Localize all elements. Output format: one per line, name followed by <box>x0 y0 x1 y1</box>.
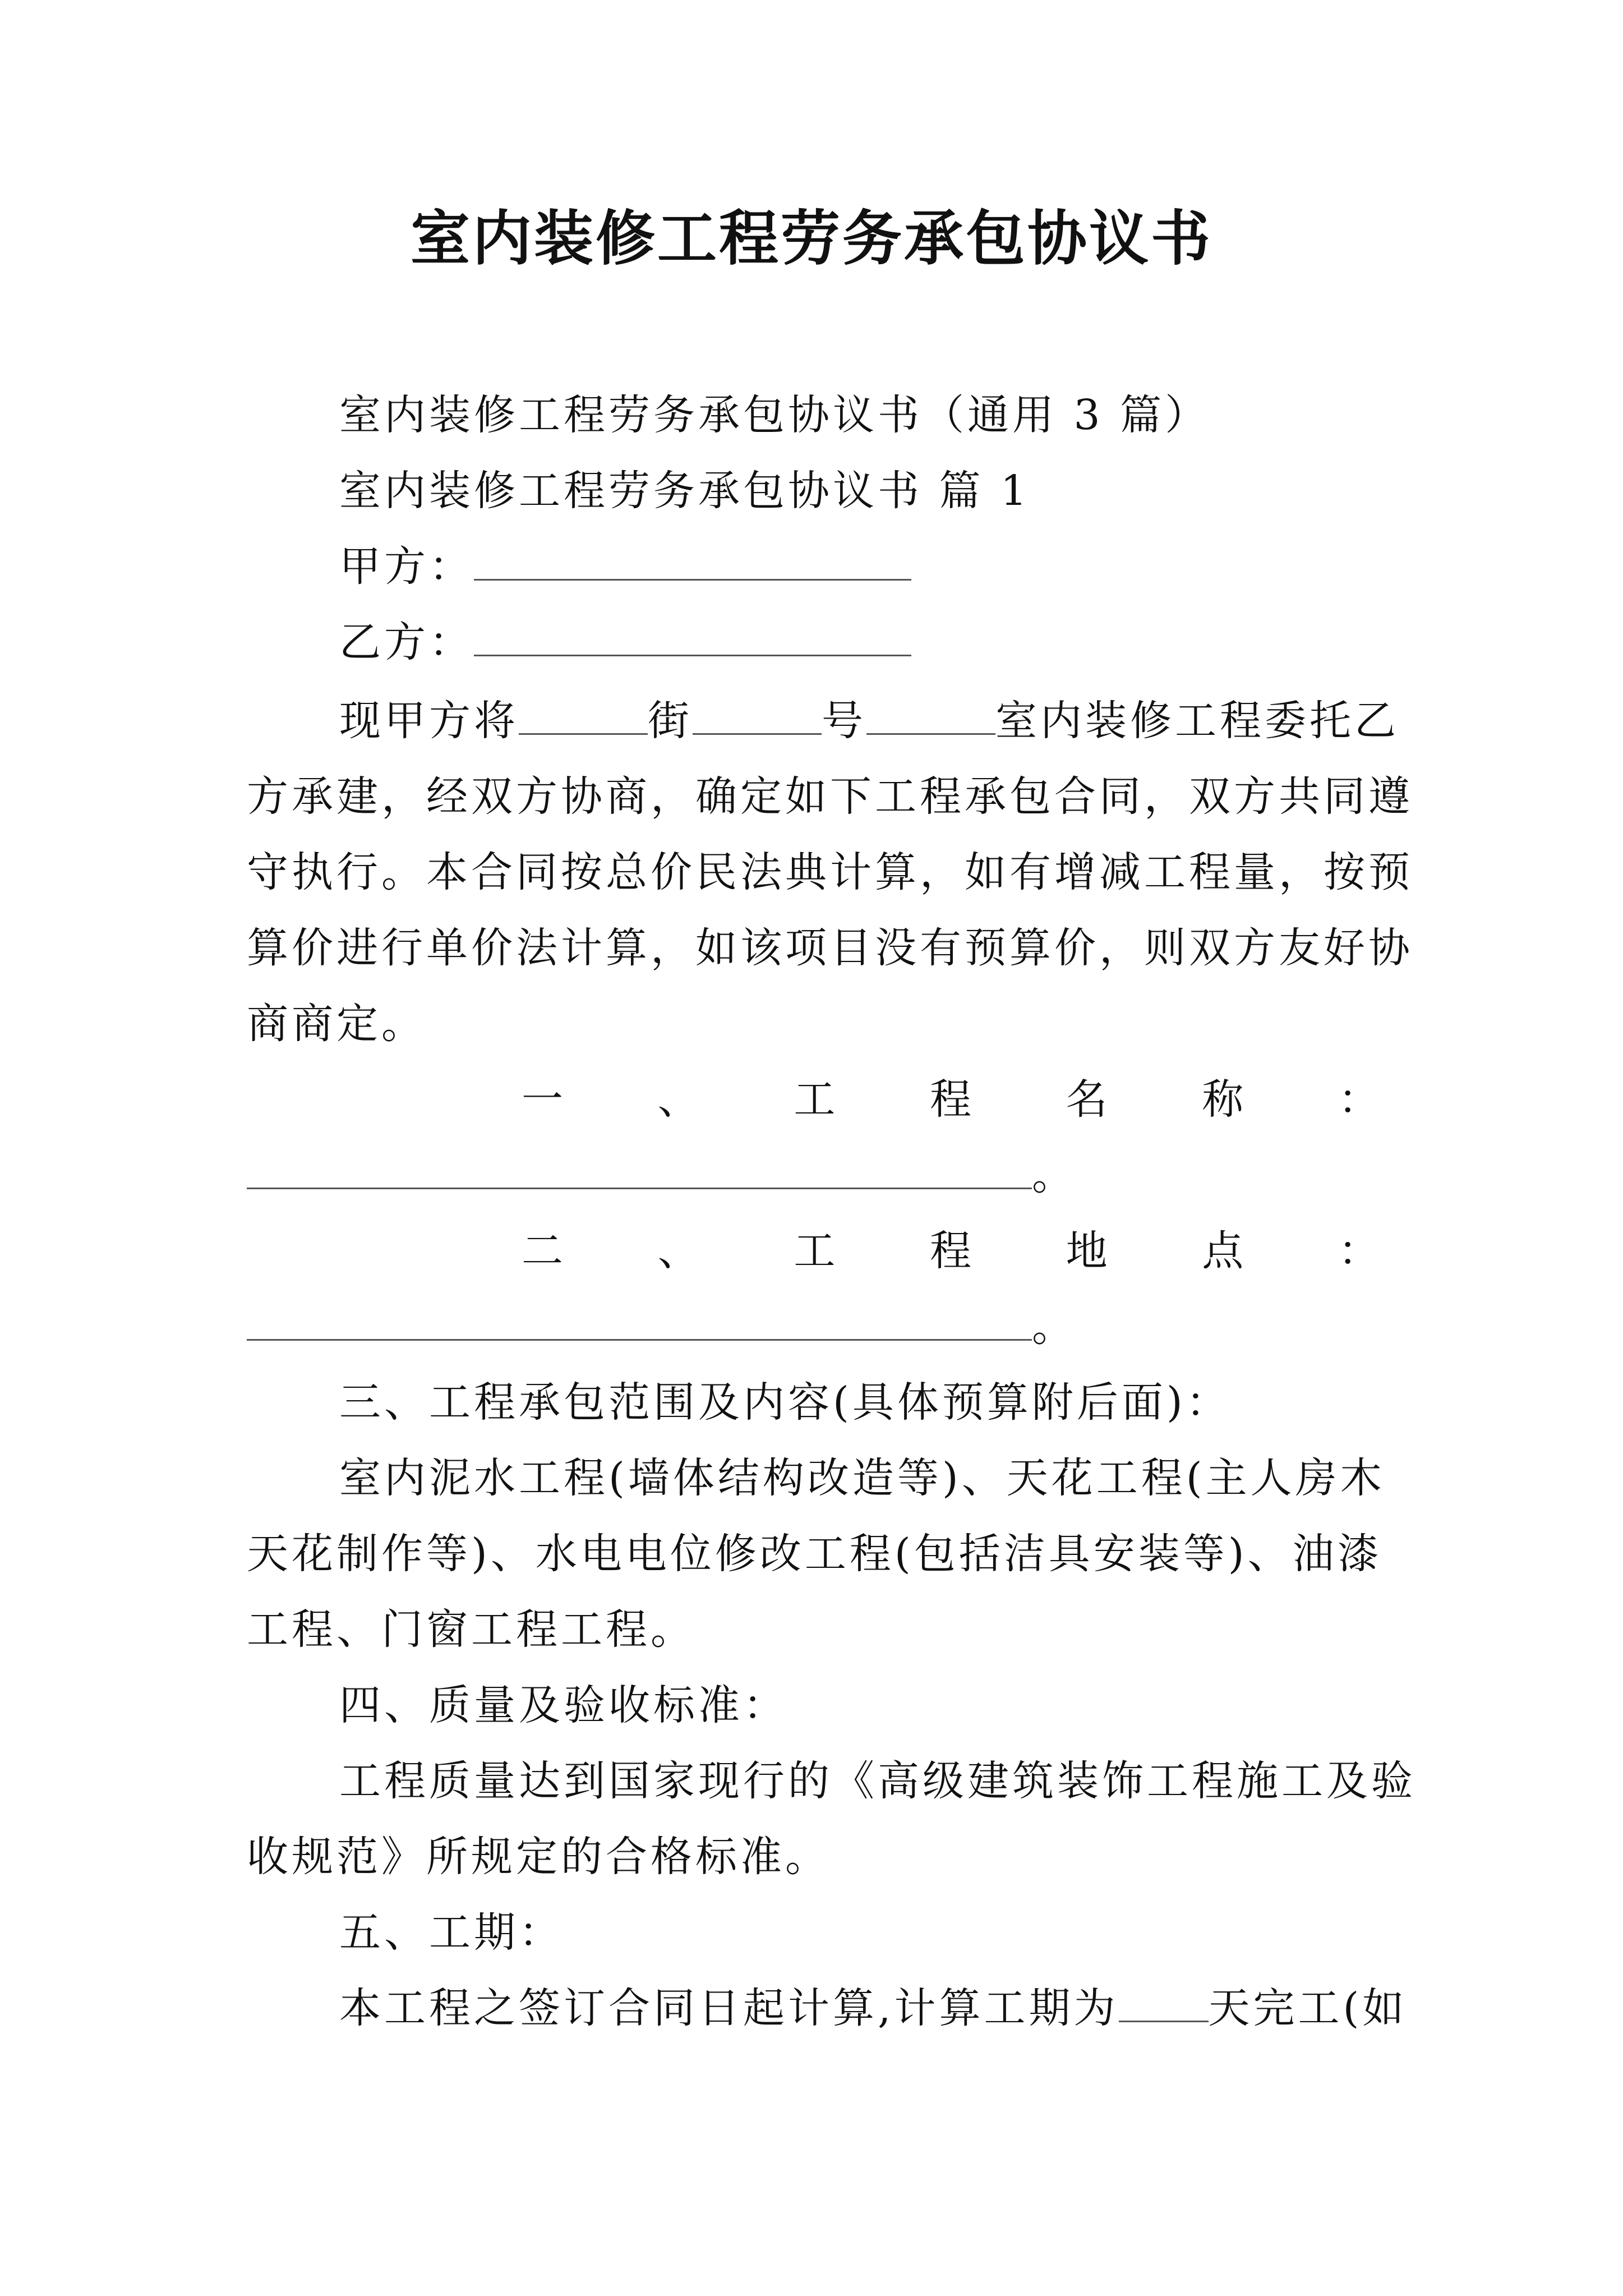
section2-char: 地 <box>1066 1227 1108 1275</box>
party-b-label: 乙方： <box>339 618 474 666</box>
party-a-blank <box>474 540 911 581</box>
section2-end: 。 <box>1032 1303 1077 1351</box>
intro-line-4: 算价进行单价法计算，如该项目没有预算价，则双方友好协 <box>247 924 1413 972</box>
party-a-row <box>339 539 1380 595</box>
party-b-blank <box>474 615 911 656</box>
document-title: 室内装修工程劳务承包协议书 <box>411 203 1212 273</box>
number-blank <box>693 694 822 735</box>
section2-fill-row <box>247 1299 1380 1355</box>
street-blank <box>519 694 648 735</box>
section1-end: 。 <box>1032 1151 1077 1199</box>
section2-char: ： <box>1338 1227 1380 1275</box>
section2-char: 工 <box>794 1227 836 1275</box>
section2-heading <box>247 1223 1380 1279</box>
section2-char: 点 <box>1202 1227 1244 1275</box>
section3-line-2: 天花制作等)、水电电位修改工程(包括洁具安装等)、油漆 <box>247 1530 1382 1578</box>
document-subtitle: 室内装修工程劳务承包协议书（通用 3 篇） <box>339 391 1210 439</box>
intro-line-1 <box>339 693 1399 749</box>
section4-line-2: 收规范》所规定的合格标准。 <box>247 1833 830 1881</box>
intro-line-5: 商商定。 <box>247 1000 426 1048</box>
section3-line-3: 工程、门窗工程工程。 <box>247 1605 695 1654</box>
intro-text-c: 号 <box>822 697 866 745</box>
section4-heading: 四、质量及验收标准： <box>339 1681 788 1729</box>
section1-char: ： <box>1338 1075 1380 1124</box>
room-blank <box>866 694 995 735</box>
section5-text-b: 天完工(如 <box>1208 1984 1408 2032</box>
project-location-blank <box>247 1300 1032 1341</box>
part-heading: 室内装修工程劳务承包协议书 篇 1 <box>339 467 1031 515</box>
section3-line-1: 室内泥水工程(墙体结构改造等)、天花工程(主人房木 <box>339 1454 1385 1502</box>
section4-line-1: 工程质量达到国家现行的《高级建筑装饰工程施工及验 <box>339 1757 1416 1805</box>
section1-char: 名 <box>1066 1075 1108 1124</box>
project-name-blank <box>247 1148 1032 1189</box>
section5-heading: 五、工期： <box>339 1908 564 1957</box>
intro-line-3: 守执行。本合同按总价民法典计算，如有增减工程量，按预 <box>247 848 1413 896</box>
section5-text-a: 本工程之签订合同日起计算,计算工期为 <box>339 1984 1119 2032</box>
intro-text-a: 现甲方将 <box>339 697 519 745</box>
section1-fill-row <box>247 1147 1380 1203</box>
section2-char: 、 <box>657 1227 699 1275</box>
intro-line-2: 方承建，经双方协商，确定如下工程承包合同，双方共同遵 <box>247 772 1413 821</box>
section1-char: 、 <box>657 1075 699 1124</box>
section1-heading <box>247 1071 1380 1128</box>
intro-text-b: 街 <box>648 697 693 745</box>
intro-text-d: 室内装修工程委托乙 <box>995 697 1399 745</box>
days-blank <box>1119 1981 1209 2022</box>
section1-char: 工 <box>794 1075 836 1124</box>
section3-heading: 三、工程承包范围及内容(具体预算附后面)： <box>339 1378 1231 1427</box>
section2-char: 二 <box>522 1227 563 1275</box>
section1-char: 程 <box>929 1075 971 1124</box>
section5-line-1 <box>339 1980 1408 2036</box>
section2-char: 程 <box>929 1227 971 1275</box>
section1-char: 称 <box>1202 1075 1244 1124</box>
section1-char: 一 <box>522 1075 563 1124</box>
party-a-label: 甲方： <box>339 542 474 591</box>
party-b-row <box>339 614 1380 670</box>
